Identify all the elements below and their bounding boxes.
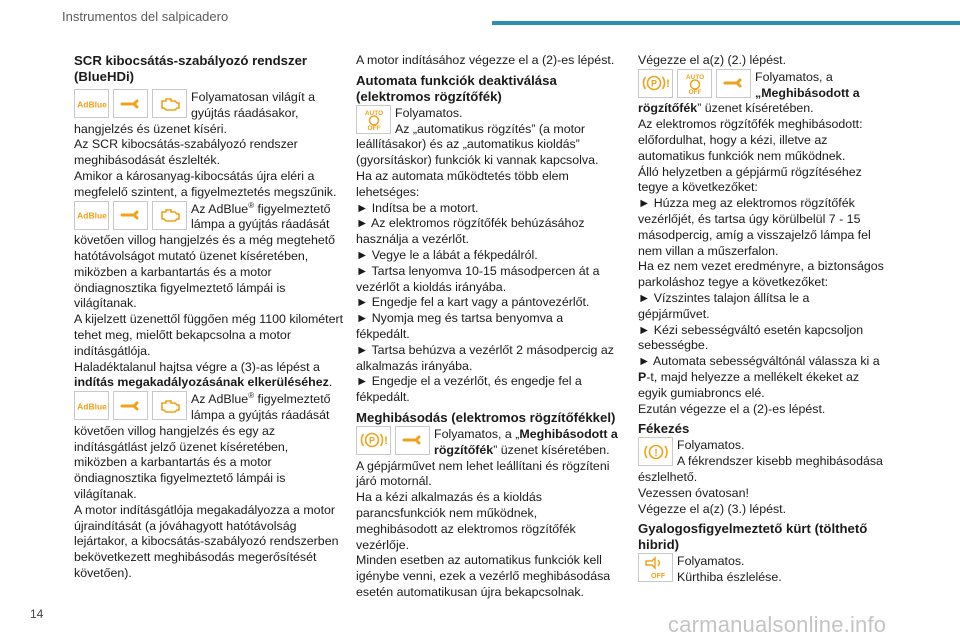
step: ► Engedje fel a kart vagy a pántovezérlőt. bbox=[356, 295, 590, 310]
adblue-icon-label: AdBlue bbox=[76, 99, 107, 109]
adblue-text-3-cont: követően villog hangjelzés és egy az indításgátlást jelző üzenet kíséretében, miközben a karbantartás és a motor öndiagnosztika figyelmeztető lámpái is világítanak. bbox=[74, 423, 289, 501]
paragraph bbox=[638, 101, 884, 117]
text-line: Folyamatos. bbox=[395, 105, 463, 120]
paragraph: Ezután végezze el a (2)-es lépést. bbox=[638, 401, 826, 416]
adblue-icon-label: AdBlue bbox=[76, 210, 107, 221]
paragraph: Végezze el a(z) (2.) lépést. bbox=[638, 53, 787, 67]
off-label: OFF bbox=[688, 89, 701, 96]
paragraph: Ha ez nem vezet eredményre, a biztonságos parkoláshoz tegye a következőket: bbox=[638, 259, 884, 290]
paragraph bbox=[74, 360, 344, 392]
warning-row-braking bbox=[638, 437, 884, 470]
step: ► Vízszintes talajon állítsa le a gépjárművet. bbox=[638, 290, 810, 321]
heading-malfunction: Meghibásodás (elektromos rögzítőfékkel) bbox=[356, 409, 616, 425]
parking-brake-icon bbox=[356, 426, 391, 455]
paragraph: A motor indításgátlója megakadályozza a motor újraindítását (a jóváhagyott hatótávolság lejártakor, a kibocsátás-szabályozó rendszerben bekövetkezett meghibásodás megerősítését követően). bbox=[74, 502, 339, 580]
warning-row-brake-fault bbox=[356, 426, 620, 459]
text-line: Folyamatos. bbox=[677, 554, 745, 569]
adblue-text-2 bbox=[191, 201, 344, 234]
adblue-icon bbox=[74, 391, 109, 420]
text-line: A fékrendszer kisebb meghibásodása bbox=[677, 454, 883, 469]
paragraph: Álló helyzetben a gépjármű rögzítéséhez tegye a következőket: bbox=[638, 164, 862, 195]
step: ► Nyomja meg és tartsa benyomva a fékpedált. bbox=[356, 311, 564, 341]
adblue-text-1: Folyamatosan világít a gyújtás ráadásakor, bbox=[191, 90, 315, 120]
text-fragment: ” üzenet kíséretében. bbox=[697, 101, 814, 116]
adblue-icon bbox=[74, 201, 109, 230]
step bbox=[638, 354, 884, 401]
warning-row-adblue-1 bbox=[74, 89, 344, 122]
brake-fault-text bbox=[434, 426, 620, 459]
off-label: OFF bbox=[650, 572, 665, 580]
auto-label: AUTO bbox=[364, 110, 383, 118]
column-brake-fault bbox=[638, 53, 884, 586]
auto-off-text-cont: leállításakor) és az „automatikus kioldás” (gyorsításkor) funkciók ki vannak kapcsolva. bbox=[356, 137, 599, 168]
svg-text:!: ! bbox=[665, 78, 670, 91]
parking-brake-icon bbox=[638, 69, 673, 98]
bold-fragment: P bbox=[638, 369, 647, 384]
step: ► Engedje el a vezérlőt, és engedje fel a fékpedált. bbox=[356, 374, 582, 405]
step: ► Indítsa be a motort. bbox=[356, 200, 479, 215]
svg-text:P: P bbox=[650, 78, 657, 89]
step: ► Tartsa lenyomva 10-15 másodpercen át a vezérlőt a kioldás irányába. bbox=[356, 263, 600, 294]
step: ► Tartsa behúzva a vezérlőt 2 másodpercig az alkalmazás irányába. bbox=[356, 342, 614, 373]
wrench-icon bbox=[113, 391, 148, 420]
paragraph: Az SCR kibocsátás-szabályozó rendszer meghibásodását észlelték. bbox=[74, 137, 298, 168]
text-line: Folyamatos. bbox=[677, 438, 745, 453]
heading-auto-deactivation: Automata funkciók deaktiválása (elektromos rögzítőfék) bbox=[356, 72, 557, 104]
auto-label: AUTO bbox=[685, 74, 704, 82]
column-scr bbox=[74, 53, 344, 582]
adblue-icon bbox=[74, 89, 109, 118]
off-label: OFF bbox=[367, 125, 380, 132]
step: ► Az elektromos rögzítőfék behúzásához használja a vezérlőt. bbox=[356, 216, 585, 247]
paragraph: Minden esetben az automatikus funkciók kell igénybe venni, ezek a vezérlő meghibásodása esetén automatikusan újra bekapcsolnak. bbox=[356, 553, 611, 599]
engine-icon bbox=[152, 89, 187, 118]
engine-icon bbox=[152, 391, 187, 420]
registered-mark: ® bbox=[248, 200, 255, 210]
watermark: carmanualsonline.info bbox=[668, 612, 887, 637]
bold-line: „Meghibásodott a bbox=[755, 85, 860, 100]
svg-text:!: ! bbox=[653, 447, 658, 459]
braking-text bbox=[677, 437, 883, 470]
wrench-icon bbox=[113, 89, 148, 118]
text-fragment: Az AdBlue bbox=[191, 392, 249, 407]
text-line: Folyamatos, a bbox=[755, 69, 833, 84]
bold-fragment: rögzítőfék bbox=[638, 101, 698, 116]
text-fragment: Folyamatos, a „ bbox=[434, 426, 520, 441]
warning-row-brake-fault-2 bbox=[638, 69, 884, 102]
svg-text:!: ! bbox=[383, 435, 388, 448]
text-fragment: figyelmeztető lámpa a gyújtás ráadását bbox=[191, 392, 331, 422]
paragraph: Amikor a károsanyag-kibocsátás újra eléri a megfelelő szintent, a figyelmeztetés megszűnik. bbox=[74, 168, 337, 199]
auto-off-text bbox=[395, 105, 585, 138]
brake-warning-icon bbox=[638, 437, 673, 466]
registered-mark: ® bbox=[248, 391, 255, 401]
bold-fragment: Meghibásodott a rögzítőfék bbox=[434, 426, 618, 457]
paragraph: Vezessen óvatosan! bbox=[638, 485, 749, 500]
heading-braking: Fékezés bbox=[638, 421, 690, 437]
step: ► Kézi sebességváltó esetén kapcsoljon sebességbe. bbox=[638, 322, 864, 353]
step: ► Húzza meg az elektromos rögzítőfék vezérlőjét, és tartsa úgy körülbelül 7 - 15 másodpercig, amíg a visszajelző lámpa fel nem villan a műszerfalon. bbox=[638, 196, 871, 258]
heading-scr: SCR kibocsátás-szabályozó rendszer (BlueHDi) bbox=[74, 53, 308, 84]
pedestrian-horn-icon bbox=[638, 553, 673, 582]
braking-text-cont: észlelhető. bbox=[638, 469, 698, 484]
auto-off-icon bbox=[677, 69, 712, 98]
svg-text:P: P bbox=[368, 435, 375, 446]
wrench-icon bbox=[395, 426, 430, 455]
paragraph: Az elektromos rögzítőfék meghibásodott: előfordulhat, hogy a kézi, illetve az automatikus funkciók nem működnek. bbox=[638, 117, 863, 163]
paragraph: Ha az automata működtetés több elem lehetséges: bbox=[356, 168, 569, 199]
auto-off-icon bbox=[356, 105, 391, 134]
text-fragment: Haladéktalanul hajtsa végre a (3)-as lépést a bbox=[74, 359, 320, 374]
adblue-text-3 bbox=[191, 391, 344, 424]
header-rule bbox=[492, 21, 960, 25]
text-fragment: Az AdBlue bbox=[191, 201, 249, 216]
paragraph: A kijelzett üzenettől függően még 1100 kilométert tehet meg, mielőtt bekapcsolna a motor indításgátlója. bbox=[74, 312, 344, 358]
text-line: Az „automatikus rögzítés” (a motor bbox=[395, 121, 586, 136]
page-number: 14 bbox=[30, 607, 44, 621]
wrench-icon bbox=[113, 201, 148, 230]
paragraph: A motor indításához végezze el a (2)-es lépést. bbox=[356, 53, 615, 67]
adblue-icon-label: AdBlue bbox=[76, 401, 107, 412]
text-fragment: -t, majd helyezze a mellékelt ékeket az egyik gumiabroncs elé. bbox=[638, 369, 860, 400]
text-fragment: ” üzenet kíséretében. bbox=[493, 442, 610, 457]
heading-pedestrian-horn: Gyalogosfigyelmeztető kürt (tölthető hibrid) bbox=[638, 521, 868, 553]
column-parking-brake bbox=[356, 53, 620, 601]
warning-row-adblue-2 bbox=[74, 201, 344, 234]
engine-icon bbox=[152, 201, 187, 230]
bold-fragment: indítás megakadályozásának elkerüléséhez bbox=[74, 375, 329, 390]
wrench-icon bbox=[716, 69, 751, 98]
text-fragment: figyelmeztető lámpa a gyújtás ráadását bbox=[191, 201, 331, 232]
paragraph: Ha a kézi alkalmazás és a kioldás parancsfunkciók nem működnek, meghibásodott az elektromos rögzítőfék vezérlője. bbox=[356, 490, 576, 552]
warning-row-auto-off bbox=[356, 105, 620, 138]
warning-row-adblue-3 bbox=[74, 391, 344, 424]
running-header: Instrumentos del salpicadero bbox=[62, 9, 229, 24]
text-line: Kürthiba észlelése. bbox=[677, 570, 782, 585]
step: ► Vegye le a lábát a fékpedálról. bbox=[356, 247, 538, 262]
brake-fault-text-2 bbox=[755, 69, 860, 102]
text-fragment: . bbox=[328, 375, 333, 390]
paragraph: Végezze el a(z) (3.) lépést. bbox=[638, 501, 787, 516]
text-fragment: ► Automata sebességváltónál válassza ki a bbox=[638, 354, 880, 369]
warning-row-horn bbox=[638, 553, 884, 586]
adblue-text-2-cont: követően villog hangjelzés és a még megtehető hatótávolságot mutató üzenet kíséretében, miközben a karbantartás és a motor öndiagnosztika figyelmeztető lámpái is világítanak. bbox=[74, 233, 336, 311]
adblue-text-1-cont: hangjelzés és üzenet kíséri. bbox=[74, 121, 227, 136]
horn-text bbox=[677, 553, 782, 586]
paragraph: A gépjárművet nem lehet leállítani és rögzíteni járó motornál. bbox=[356, 458, 610, 489]
